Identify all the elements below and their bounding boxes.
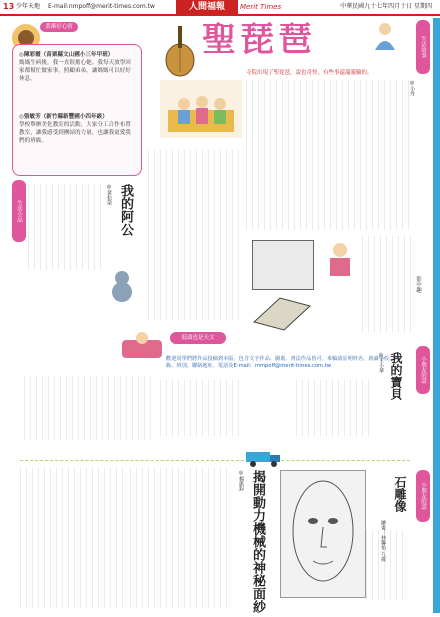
header-date: 中華民國九十七年四月十日 星期四: [340, 3, 432, 10]
intro-bubble: [12, 44, 142, 176]
article3-byline: ◎楊凱鈞: [238, 470, 244, 491]
sculpture-drawing: [280, 470, 366, 598]
side-label-box: [416, 20, 430, 74]
article4-title: 我的寶貝: [389, 352, 403, 400]
pipa-illustration: [150, 22, 206, 78]
truck-illustration: [244, 446, 284, 468]
musician-illustration: [320, 238, 360, 278]
intro-author-2: ◎張敏芳（新竹縣新豐國小四年級）: [19, 114, 108, 120]
story2-tag-box: [12, 180, 26, 242]
cat-illustration: [104, 264, 140, 304]
middle-tag: 低頭也是天文: [170, 332, 226, 344]
temple-scene-illustration: [160, 80, 242, 138]
submission-notice: 歡迎同學們將作品投稿到本版，包含文字作品、圖畫、書法作品皆可。來稿請註明姓名、就讀學校、年級、班別、聯絡地址、電話及E-mail：mmpoff@merit-times.com.tw: [166, 356, 400, 369]
section-divider: [20, 460, 410, 461]
monk-illustration: [372, 20, 398, 50]
side-stripe: [433, 18, 440, 613]
newspaper-logo: 人間福報: [176, 0, 238, 14]
article5-tag-box: [416, 470, 430, 522]
book-illustration: [250, 292, 314, 332]
children-tag: 小朋友的話: [420, 356, 426, 384]
painting-illustration: [252, 240, 314, 290]
side-label: 生活故事: [420, 36, 426, 58]
main-byline: ◎小丹: [409, 80, 415, 96]
article5-body: [366, 530, 406, 600]
story2-title: 我的阿公: [118, 184, 133, 236]
lower-left-body: [24, 376, 154, 440]
lower-mid-body: [160, 380, 240, 436]
bottom-mid-body: [130, 468, 230, 608]
main-subtitle: 寺院出現了聖琵琶，說也奇怪，有些事還滿靈驗的。: [246, 70, 373, 76]
main-article-body: [246, 80, 410, 230]
bottom-left-body: [20, 468, 124, 608]
intro-text-2: 學校舉辦美化教室的活動，大家分工合作布置教室，讓我感受到團結的力量，也讓我更愛我們的班級。: [19, 122, 131, 144]
article5-byline: 繪畫：林馨怡 九歲: [380, 520, 386, 562]
lower-right-body: [296, 380, 372, 436]
article5-tag: 小朋友的話: [420, 482, 426, 510]
article5-title: 石雕像: [393, 476, 407, 512]
intro-author-1: ◎陳彩霞（苗栗縣文山國小三年甲班）: [19, 52, 114, 58]
right-column-body: [362, 236, 412, 332]
tag-photo: 影中趣: [415, 276, 421, 293]
page-header: [0, 0, 440, 16]
article4-byline: ◎王小華: [378, 352, 384, 373]
story2-byline: ◎黃松榮: [106, 184, 112, 205]
page-number: 13: [3, 2, 15, 11]
story2-body: [28, 184, 102, 270]
header-email[interactable]: E-mail:nmpoff@merit-times.com.tw: [48, 3, 155, 10]
main-title: 聖琵琶: [202, 20, 316, 60]
article3-title: 揭開動力機械的神秘面紗: [250, 470, 265, 613]
section-name: 少年天地: [16, 3, 41, 10]
story2-tag: 生活小品: [16, 200, 22, 222]
corner-tag: 黃漸好心情: [40, 22, 78, 32]
sofa-illustration: [120, 330, 164, 360]
intro-text-1: 媽媽生病後，我一直很擔心她。我每天放學回家都幫忙做家事，照顧弟弟，讓媽媽可以好好休息。: [19, 60, 131, 82]
children-tag-box: [416, 346, 430, 394]
newspaper-logo-en: Merit Times: [240, 3, 282, 11]
middle-column-body: [148, 150, 240, 320]
